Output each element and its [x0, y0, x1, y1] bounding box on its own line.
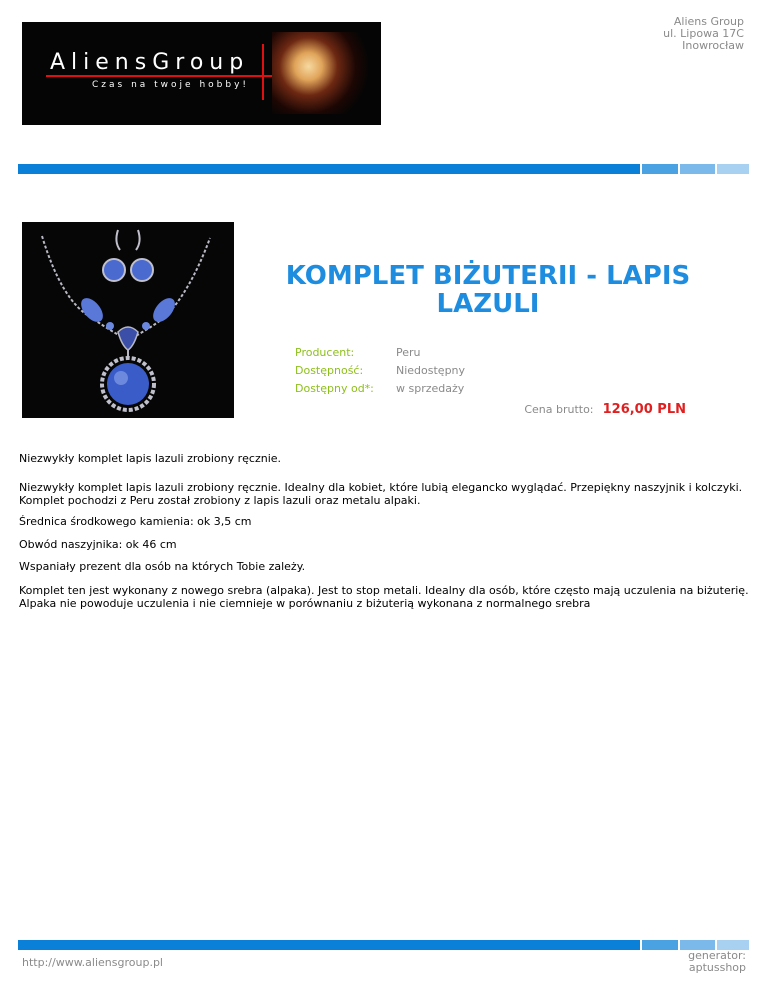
- producer-label: Producent:: [295, 346, 355, 359]
- jewelry-set-photo-icon: [22, 222, 234, 418]
- footer-url[interactable]: http://www.aliensgroup.pl: [22, 956, 163, 969]
- company-name: Aliens Group: [673, 15, 744, 28]
- generator-name: aptusshop: [688, 961, 746, 974]
- price-label: Cena brutto:: [524, 403, 594, 416]
- price-value: 126,00 PLN: [602, 402, 686, 417]
- company-street: ul. Lipowa 17C: [663, 27, 744, 40]
- footer-divider-bar: [18, 940, 749, 950]
- product-title: KOMPLET BIŻUTERII - LAPIS LAZULI: [285, 261, 691, 319]
- company-city: Inowrocław: [682, 39, 744, 52]
- producer-value: Peru: [396, 346, 421, 359]
- company-address: [663, 16, 744, 52]
- available-from-value: w sprzedaży: [396, 382, 465, 395]
- description-paragraph: Średnica środkowego kamienia: ok 3,5 cm: [19, 515, 252, 528]
- availability-label: Dostępność:: [295, 364, 364, 377]
- logo-divider-vertical: [262, 44, 264, 100]
- available-from-label: Dostępny od*:: [295, 382, 374, 395]
- store-logo: [22, 22, 381, 125]
- description-paragraph: Obwód naszyjnika: ok 46 cm: [19, 538, 177, 551]
- product-image: [22, 222, 234, 418]
- logo-divider: [46, 75, 282, 77]
- description-paragraph: Niezwykły komplet lapis lazuli zrobiony ręcznie. Idealny dla kobiet, które lubią elegancko wyglądać. Przepiękny naszyjnik i kolczyki. Komplet pochodzi z Peru został zrobiony z lapis lazuli oraz metalu alpaki.: [19, 481, 743, 507]
- description-paragraph: Niezwykły komplet lapis lazuli zrobiony ręcznie.: [19, 452, 282, 465]
- availability-value: Niedostępny: [396, 364, 466, 377]
- logo-name: AliensGroup: [50, 50, 250, 75]
- footer-generator: [688, 950, 746, 974]
- logo-tagline: Czas na twoje hobby!: [92, 80, 250, 90]
- price-row: [400, 398, 686, 417]
- header-divider-bar: [18, 164, 749, 174]
- description-paragraph: Komplet ten jest wykonany z nowego srebra (alpaka). Jest to stop metali. Idealny dla osób, które często mają uczulenia na biżuterię. Alpaka nie powoduje uczulenia i nie ciemnieje w porównaniu z biżuterią wykonana z normalnego srebra: [19, 584, 749, 610]
- logo-photo: [272, 32, 368, 114]
- generator-label: generator:: [688, 949, 746, 962]
- description-paragraph: Wspaniały prezent dla osób na których Tobie zależy.: [19, 560, 306, 573]
